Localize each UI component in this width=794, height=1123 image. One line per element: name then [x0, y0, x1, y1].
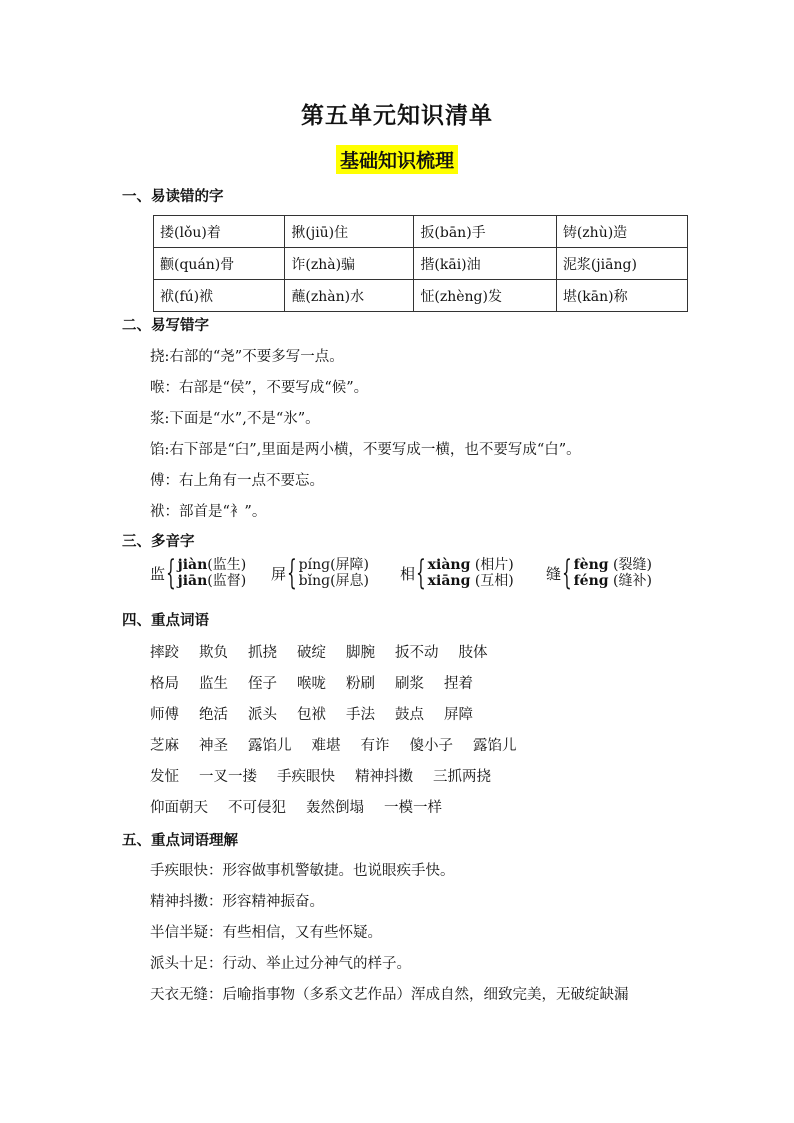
- table-cell: 泥浆(jiāng): [556, 248, 687, 280]
- brace-icon: {: [286, 553, 297, 593]
- word: 师傅: [150, 707, 179, 723]
- meaning-line: 派头十足：行动、举止过分神气的样子。: [150, 956, 411, 972]
- word: 绝活: [199, 707, 228, 723]
- polyphone-group: [150, 553, 247, 593]
- table-cell: 揩(kāi)油: [414, 248, 556, 280]
- word: 喉咙: [297, 676, 326, 692]
- writing-note: 馅:右下部是“臼”,里面是两小横，不要写成一横，也不要写成“白”。: [150, 442, 581, 458]
- table-cell: 扳(bān)手: [414, 216, 556, 248]
- pronunciation-table: [153, 215, 688, 312]
- table-cell: 袱(fú)袱: [154, 280, 285, 312]
- writing-note: 喉：右部是“侯”，不要写成“候”。: [150, 380, 369, 396]
- word: 屏障: [444, 707, 473, 723]
- table-cell: 蘸(zhàn)水: [285, 280, 414, 312]
- brace-icon: {: [561, 553, 572, 593]
- pinyin: jiàn: [177, 557, 208, 573]
- table-cell: 铸(zhù)造: [556, 216, 687, 248]
- section-heading-2: 二、易写错字: [122, 318, 209, 334]
- word: 肢体: [458, 645, 488, 661]
- word: 包袱: [297, 707, 326, 723]
- word: 欺负: [199, 645, 228, 661]
- word: 破绽: [297, 645, 326, 661]
- word: 精神抖擞: [355, 769, 413, 785]
- word: 侄子: [248, 676, 277, 692]
- pinyin: bǐnɡ: [298, 573, 331, 589]
- word: 有诈: [360, 738, 390, 754]
- word: 格局: [150, 676, 179, 692]
- table-row: [154, 280, 688, 312]
- example-word: (互相): [474, 573, 514, 589]
- pinyin: jiān: [177, 573, 208, 589]
- table-row: [154, 248, 688, 280]
- section-heading-4: 四、重点词语: [122, 613, 209, 629]
- word: 捏着: [444, 676, 473, 692]
- word: 不可侵犯: [228, 800, 286, 816]
- word-row: [150, 641, 508, 662]
- meaning-line: 半信半疑：有些相信，又有些怀疑。: [150, 925, 382, 941]
- word: 派头: [248, 707, 277, 723]
- polyphone-readings: [574, 557, 652, 589]
- polyphone-readings: [299, 557, 369, 589]
- word: 仰面朝天: [150, 800, 208, 816]
- word: 手法: [346, 707, 375, 723]
- example-word: (屏障): [330, 557, 370, 573]
- example-word: (相片): [474, 557, 514, 573]
- subtitle-wrap: [0, 145, 794, 174]
- word: 难堪: [311, 738, 341, 754]
- word-row: [150, 672, 493, 693]
- pinyin: pínɡ: [298, 557, 331, 573]
- word: 一模一样: [384, 800, 442, 816]
- table-cell: 诈(zhà)骗: [285, 248, 414, 280]
- word: 抓挠: [248, 645, 277, 661]
- word: 粉刷: [346, 676, 375, 692]
- polyphone-group: [271, 553, 370, 593]
- word: 露馅儿: [473, 738, 517, 754]
- table-row: [154, 216, 688, 248]
- word-row: [150, 734, 537, 755]
- word: 刷浆: [395, 676, 424, 692]
- writing-note: 傅：右上角有一点不要忘。: [150, 473, 324, 489]
- word-row: [150, 796, 462, 817]
- writing-note: 浆:下面是“水”,不是“氷”。: [150, 411, 320, 427]
- word: 芝麻: [150, 738, 179, 754]
- polyphone-group: [546, 553, 652, 593]
- word: 鼓点: [395, 707, 424, 723]
- polyphone-readings: [178, 557, 247, 589]
- pinyin: fénɡ: [573, 573, 609, 589]
- meaning-line: 精神抖擞：形容精神振奋。: [150, 894, 324, 910]
- writing-note: 挠:右部的“尧”不要多写一点。: [150, 349, 344, 365]
- meaning-line: 天衣无缝：后喻指事物（多系文艺作品）浑成自然，细致完美，无破绽缺漏: [150, 987, 629, 1003]
- example-word: (监督): [207, 573, 247, 589]
- example-word: (监生): [207, 557, 247, 573]
- pinyin: xiānɡ: [427, 573, 471, 589]
- word: 三抓两挠: [433, 769, 491, 785]
- word: 发怔: [150, 769, 179, 785]
- writing-note: 袱：部首是“衤”。: [150, 504, 267, 520]
- meaning-line: 手疾眼快：形容做事机警敏捷。也说眼疾手快。: [150, 863, 455, 879]
- table-cell: 怔(zhèng)发: [414, 280, 556, 312]
- word: 监生: [199, 676, 228, 692]
- polyphone-char: 监: [150, 564, 166, 583]
- polyphone-group: [400, 553, 514, 593]
- word: 神圣: [199, 738, 228, 754]
- table-cell: 搂(lǒu)着: [154, 216, 285, 248]
- word: 扳不动: [395, 645, 439, 661]
- table-cell: 堪(kān)称: [556, 280, 687, 312]
- section-heading-5: 五、重点词语理解: [122, 833, 238, 849]
- page-subtitle: 基础知识梳理: [336, 145, 458, 174]
- polyphone-char: 相: [400, 564, 416, 583]
- pinyin: fènɡ: [573, 557, 609, 573]
- example-word: (裂缝): [613, 557, 652, 573]
- polyphone-readings: [428, 557, 514, 589]
- word-row: [150, 703, 493, 724]
- polyphone-char: 屏: [271, 564, 287, 583]
- page-title: 第五单元知识清单: [301, 103, 493, 129]
- section-heading-3: 三、多音字: [122, 534, 195, 550]
- word: 脚腕: [346, 645, 375, 661]
- example-word: (屏息): [330, 573, 370, 589]
- table-cell: 揪(jiū)住: [285, 216, 414, 248]
- word: 摔跤: [150, 645, 179, 661]
- table-cell: 颧(quán)骨: [154, 248, 285, 280]
- word: 一叉一搂: [199, 769, 257, 785]
- polyphone-char: 缝: [546, 564, 562, 583]
- example-word: (缝补): [613, 573, 652, 589]
- word: 轰然倒塌: [306, 800, 364, 816]
- section-heading-1: 一、易读错的字: [122, 189, 224, 205]
- pinyin: xiànɡ: [427, 557, 471, 573]
- brace-icon: {: [415, 553, 426, 593]
- word: 手疾眼快: [277, 769, 335, 785]
- word: 露馅儿: [248, 738, 292, 754]
- word: 傻小子: [409, 738, 453, 754]
- brace-icon: {: [165, 553, 176, 593]
- word-row: [150, 765, 511, 786]
